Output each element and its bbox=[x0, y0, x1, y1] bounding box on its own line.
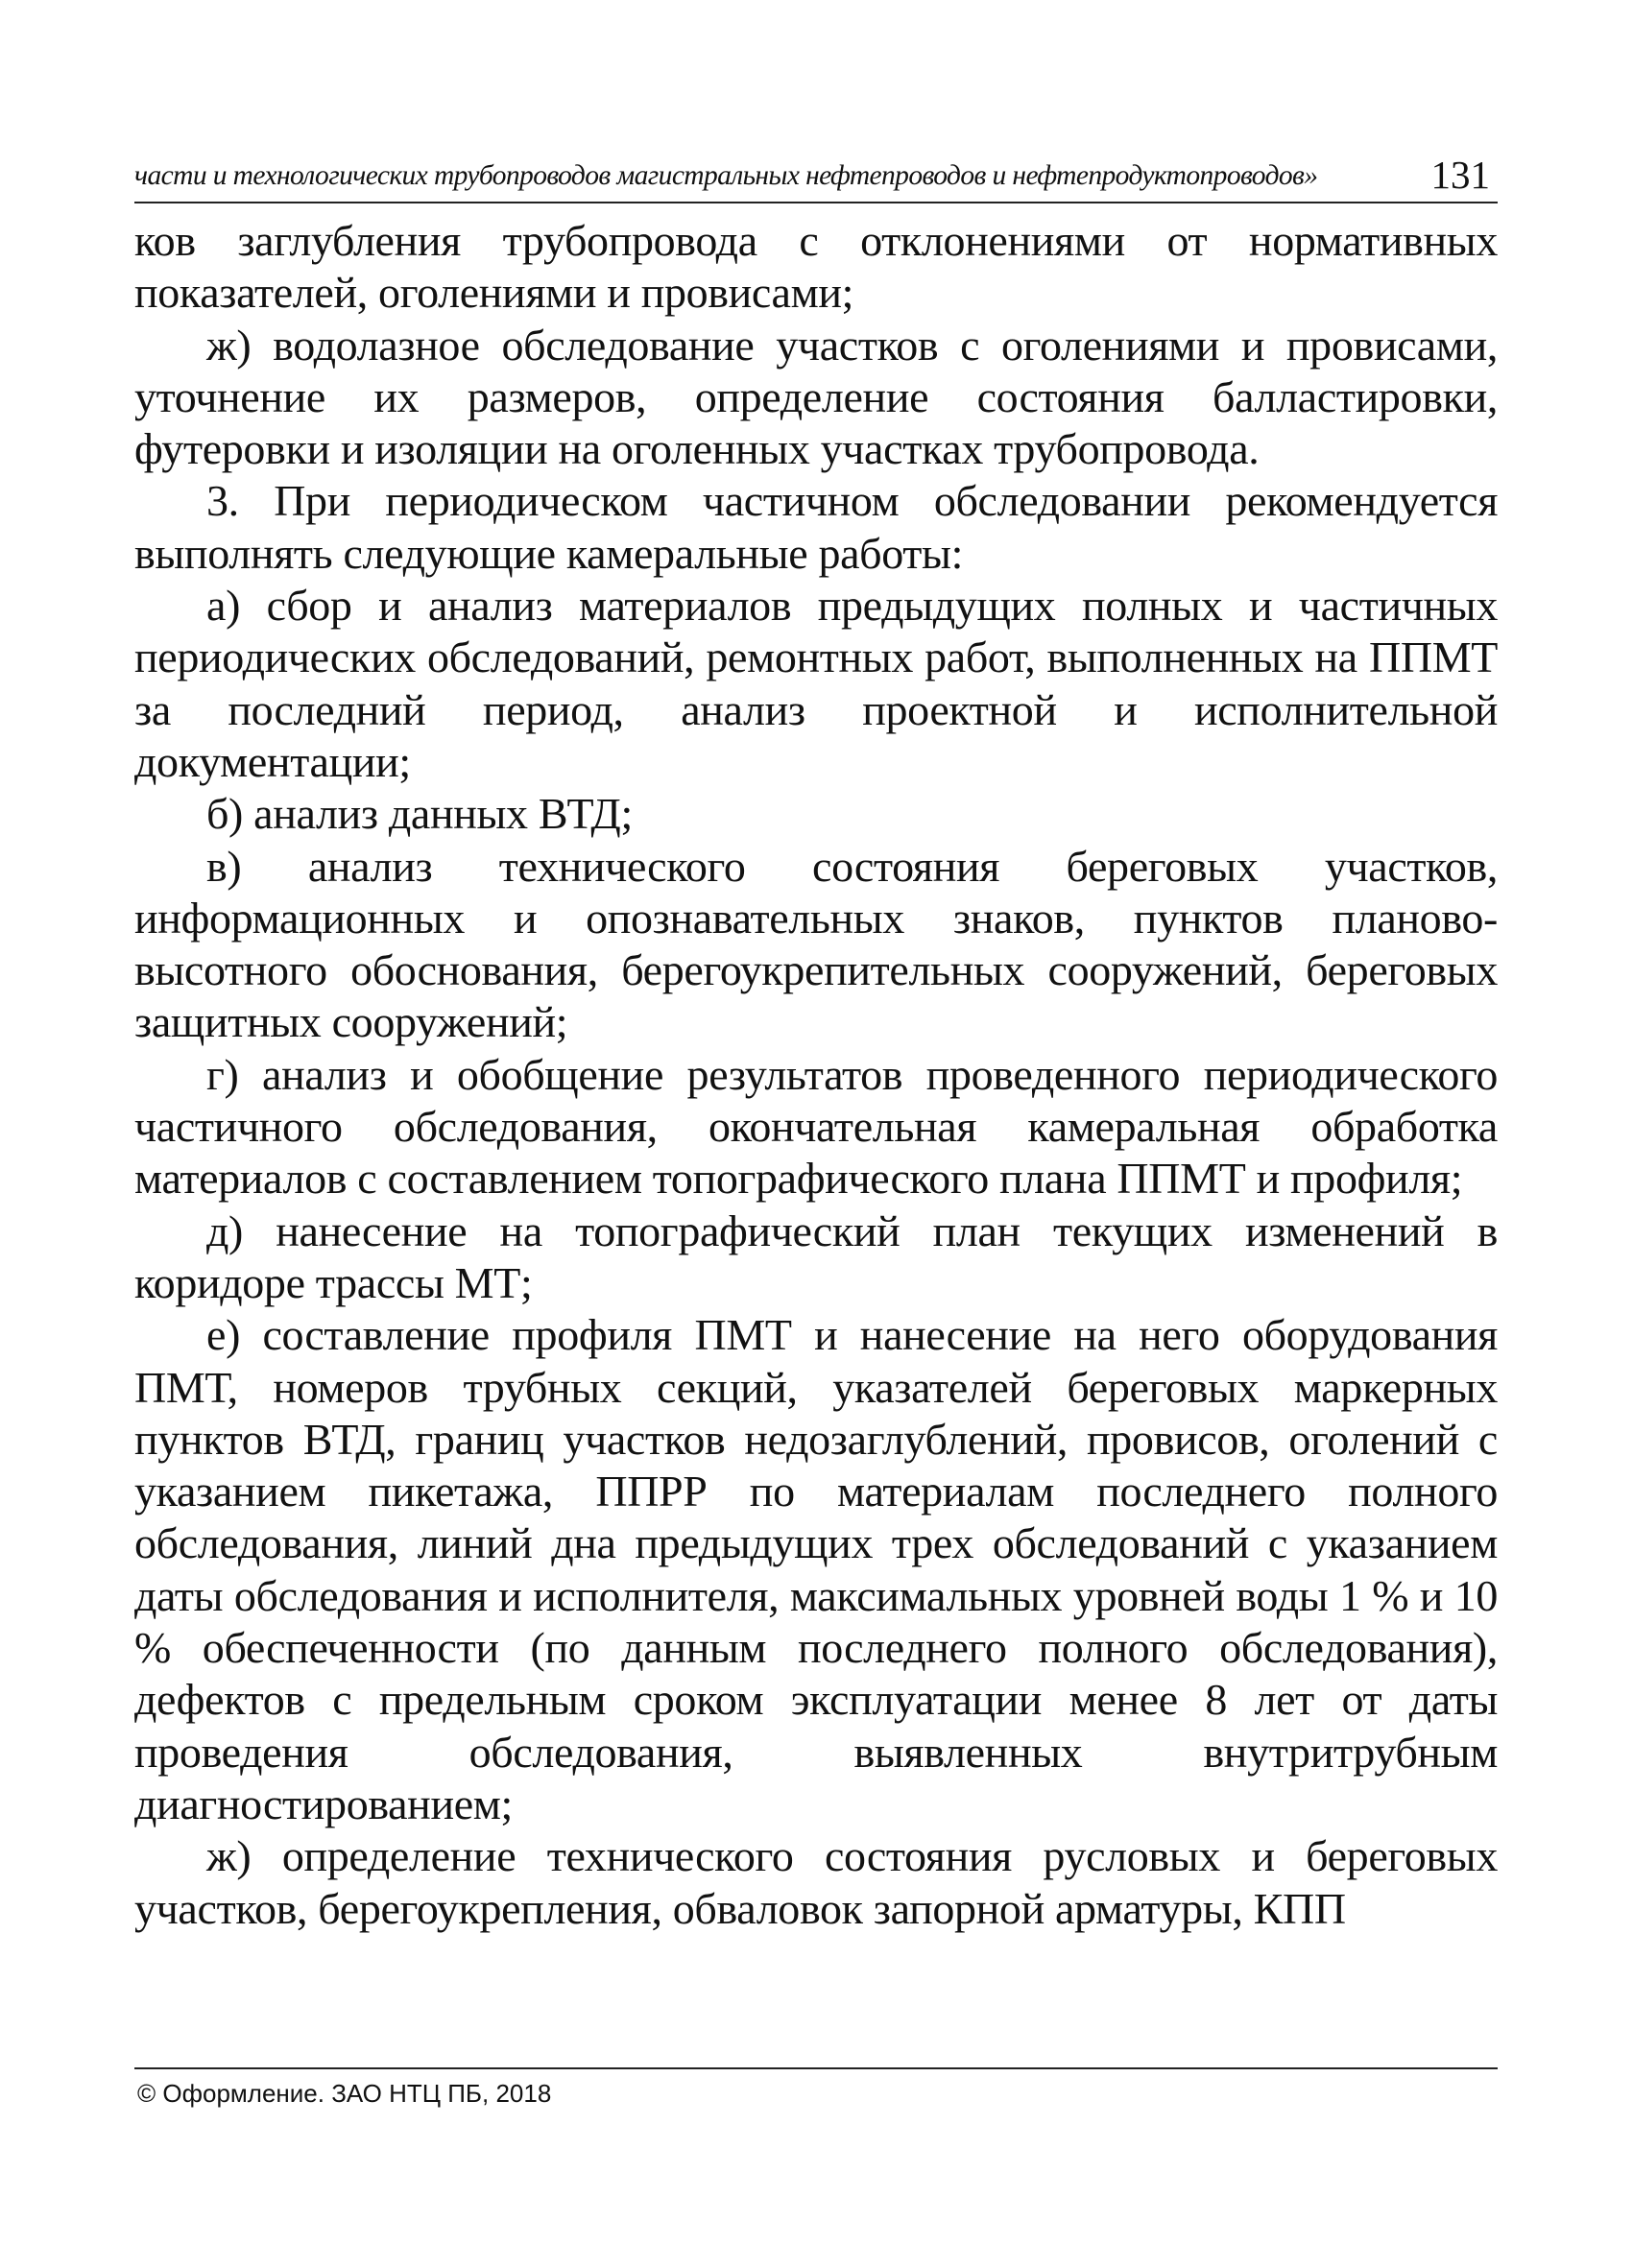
paragraph-continuation: ков заглубления трубопровода с отклонениями от нормативных показателей, оголениями и провисами; bbox=[134, 216, 1498, 318]
paragraph-item-e: е) составление профиля ПМТ и нанесение на него оборудования ПМТ, номеров трубных секций, указателей береговых маркерных пунктов ВТД, границ участков недозаглублений, провисов, оголений с указанием пикетажа, ППРР по материалам последнего полного обследования, линий дна предыдущих трех обследований с указанием даты обследования и исполнителя, максимальных уровней воды 1 % и 10 % обеспеченности (по данным последнего полного обследования), дефектов с предельным сроком эксплуатации менее 8 лет от даты проведения обследования, выявленных внутритрубным диагностированием; bbox=[134, 1310, 1498, 1828]
page-number: 131 bbox=[1430, 153, 1490, 197]
paragraph-item-zh-technical-state: ж) определение технического состояния русловых и береговых участков, берегоукрепления, обваловок запорной арматуры, КПП bbox=[134, 1831, 1498, 1933]
paragraph-item-v: в) анализ технического состояния береговых участков, информационных и опознавательных знаков, пунктов планово-высотного обоснования, берегоукрепительных сооружений, береговых защитных сооружений; bbox=[134, 841, 1498, 1047]
running-header bbox=[134, 144, 1498, 203]
footer-copyright: © Оформление. ЗАО НТЦ ПБ, 2018 bbox=[137, 2079, 552, 2108]
paragraph-item-b: б) анализ данных ВТД; bbox=[206, 789, 633, 839]
paragraph-item-g: г) анализ и обобщение результатов проведенного периодического частичного обследования, окончательная камеральная обработка материалов с составлением топографического плана ППМТ и профиля; bbox=[134, 1049, 1498, 1204]
running-title: части и технологических трубопроводов магистральных нефтепроводов и нефтепродуктопроводов» bbox=[134, 160, 1318, 191]
footer-divider bbox=[134, 2067, 1498, 2069]
paragraph-item-zh-diving-survey: ж) водолазное обследование участков с оголениями и провисами, уточнение их размеров, определение состояния балластировки, футеровки и изоляции на оголенных участках трубопровода. bbox=[134, 320, 1498, 474]
paragraph-item-a: а) сбор и анализ материалов предыдущих полных и частичных периодических обследований, ремонтных работ, выполненных на ППМТ за последний период, анализ проектной и исполнительной документации; bbox=[134, 581, 1498, 786]
paragraph-item-d: д) нанесение на топографический план текущих изменений в коридоре трассы МТ; bbox=[134, 1206, 1498, 1307]
paragraph-section-3: 3. При периодическом частичном обследовании рекомендуется выполнять следующие камеральные работы: bbox=[134, 476, 1498, 578]
body-text bbox=[134, 215, 1498, 1935]
